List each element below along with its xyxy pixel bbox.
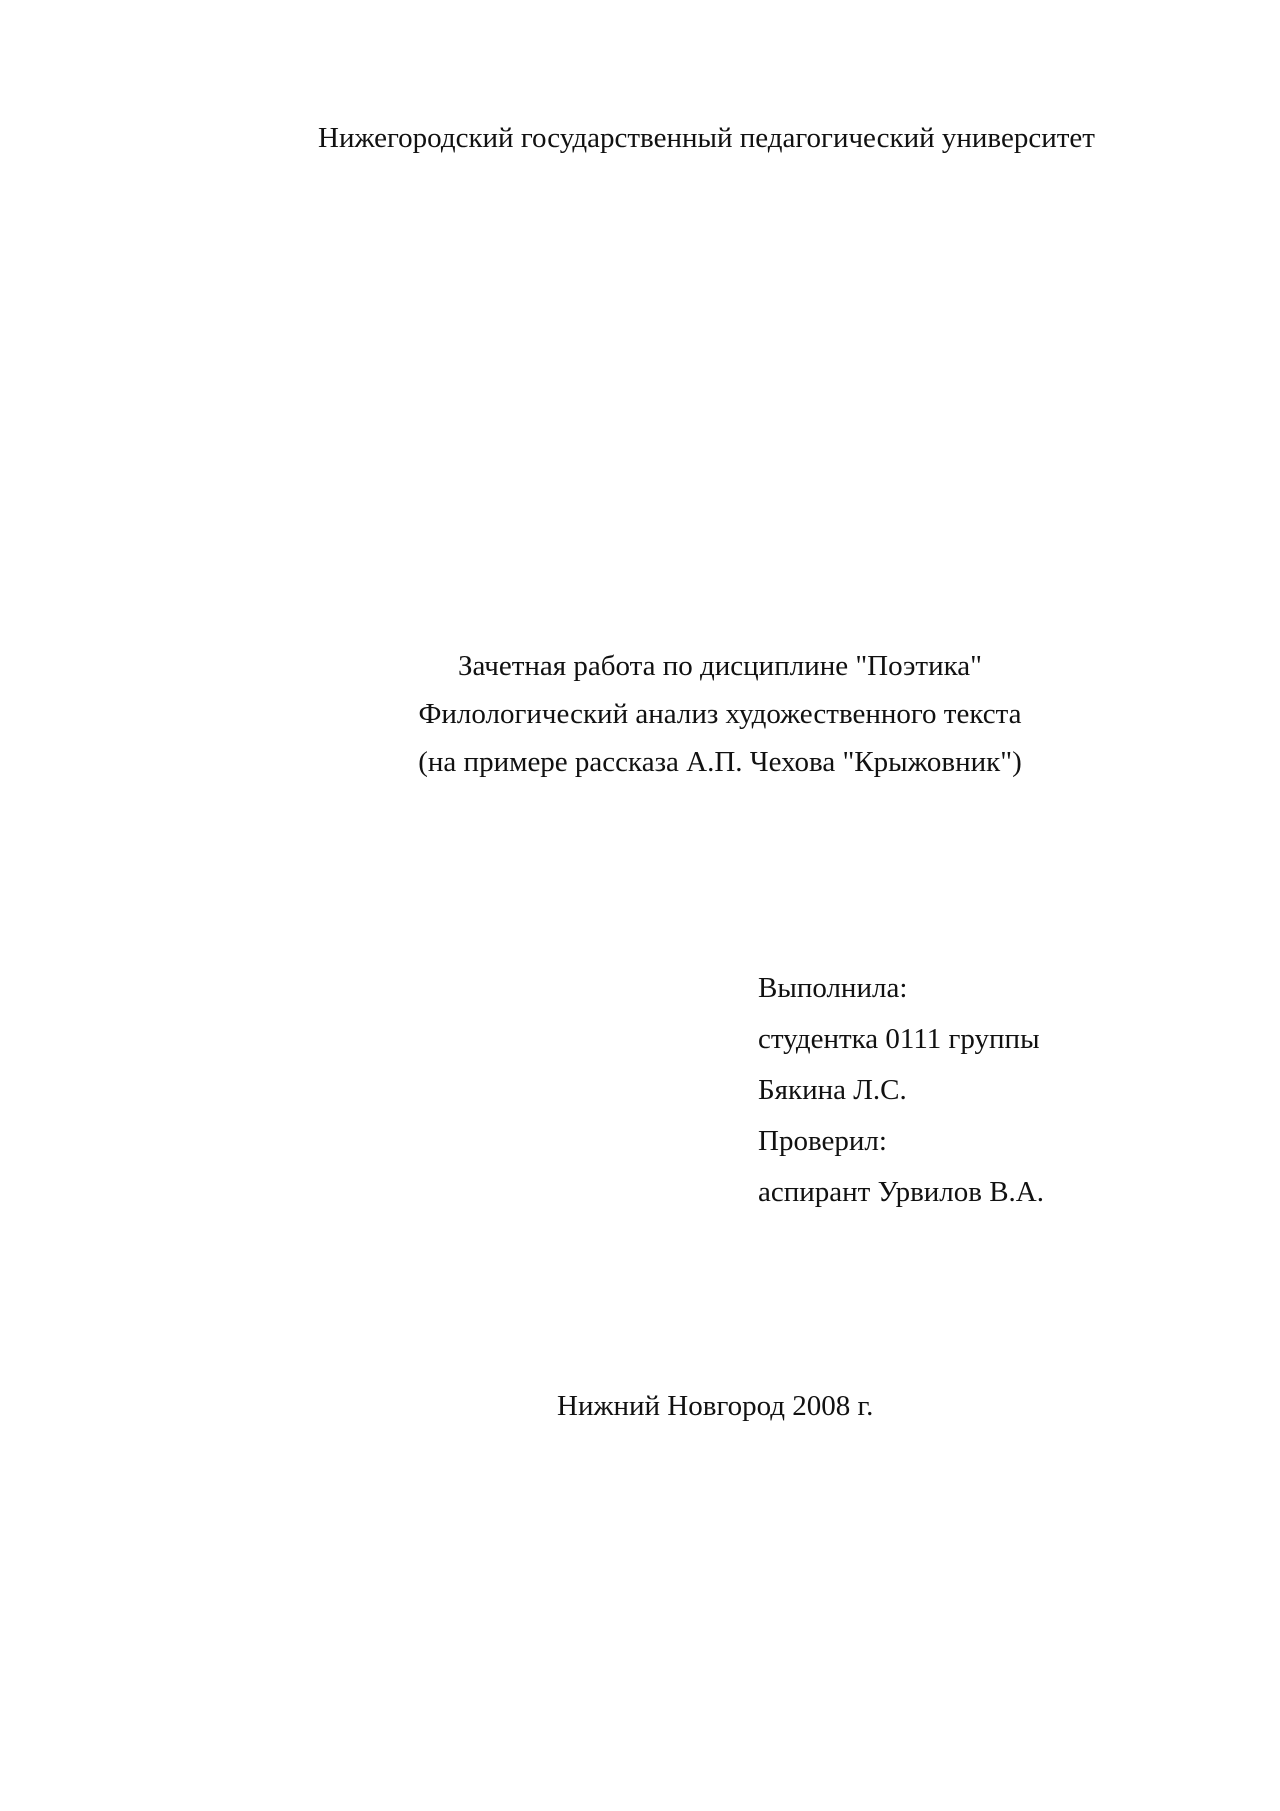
university-name: Нижегородский государственный педагогический университет: [318, 122, 1095, 154]
signature-block: [758, 963, 1044, 1218]
checked-label: Проверил:: [758, 1125, 887, 1157]
checker-name: аспирант Урвилов В.А.: [758, 1176, 1044, 1208]
student-name: Бякина Л.С.: [758, 1074, 907, 1106]
student-group: студентка 0111 группы: [758, 1023, 1040, 1055]
work-title-block: [0, 642, 1280, 786]
work-title-line-3: (на примере рассказа А.П. Чехова "Крыжовник"): [418, 746, 1022, 778]
work-title-line-1: Зачетная работа по дисциплине "Поэтика": [458, 650, 982, 682]
work-title-line-2: Филологический анализ художественного текста: [418, 698, 1022, 730]
performed-label: Выполнила:: [758, 972, 908, 1004]
city-year: Нижний Новгород 2008 г.: [557, 1390, 874, 1422]
